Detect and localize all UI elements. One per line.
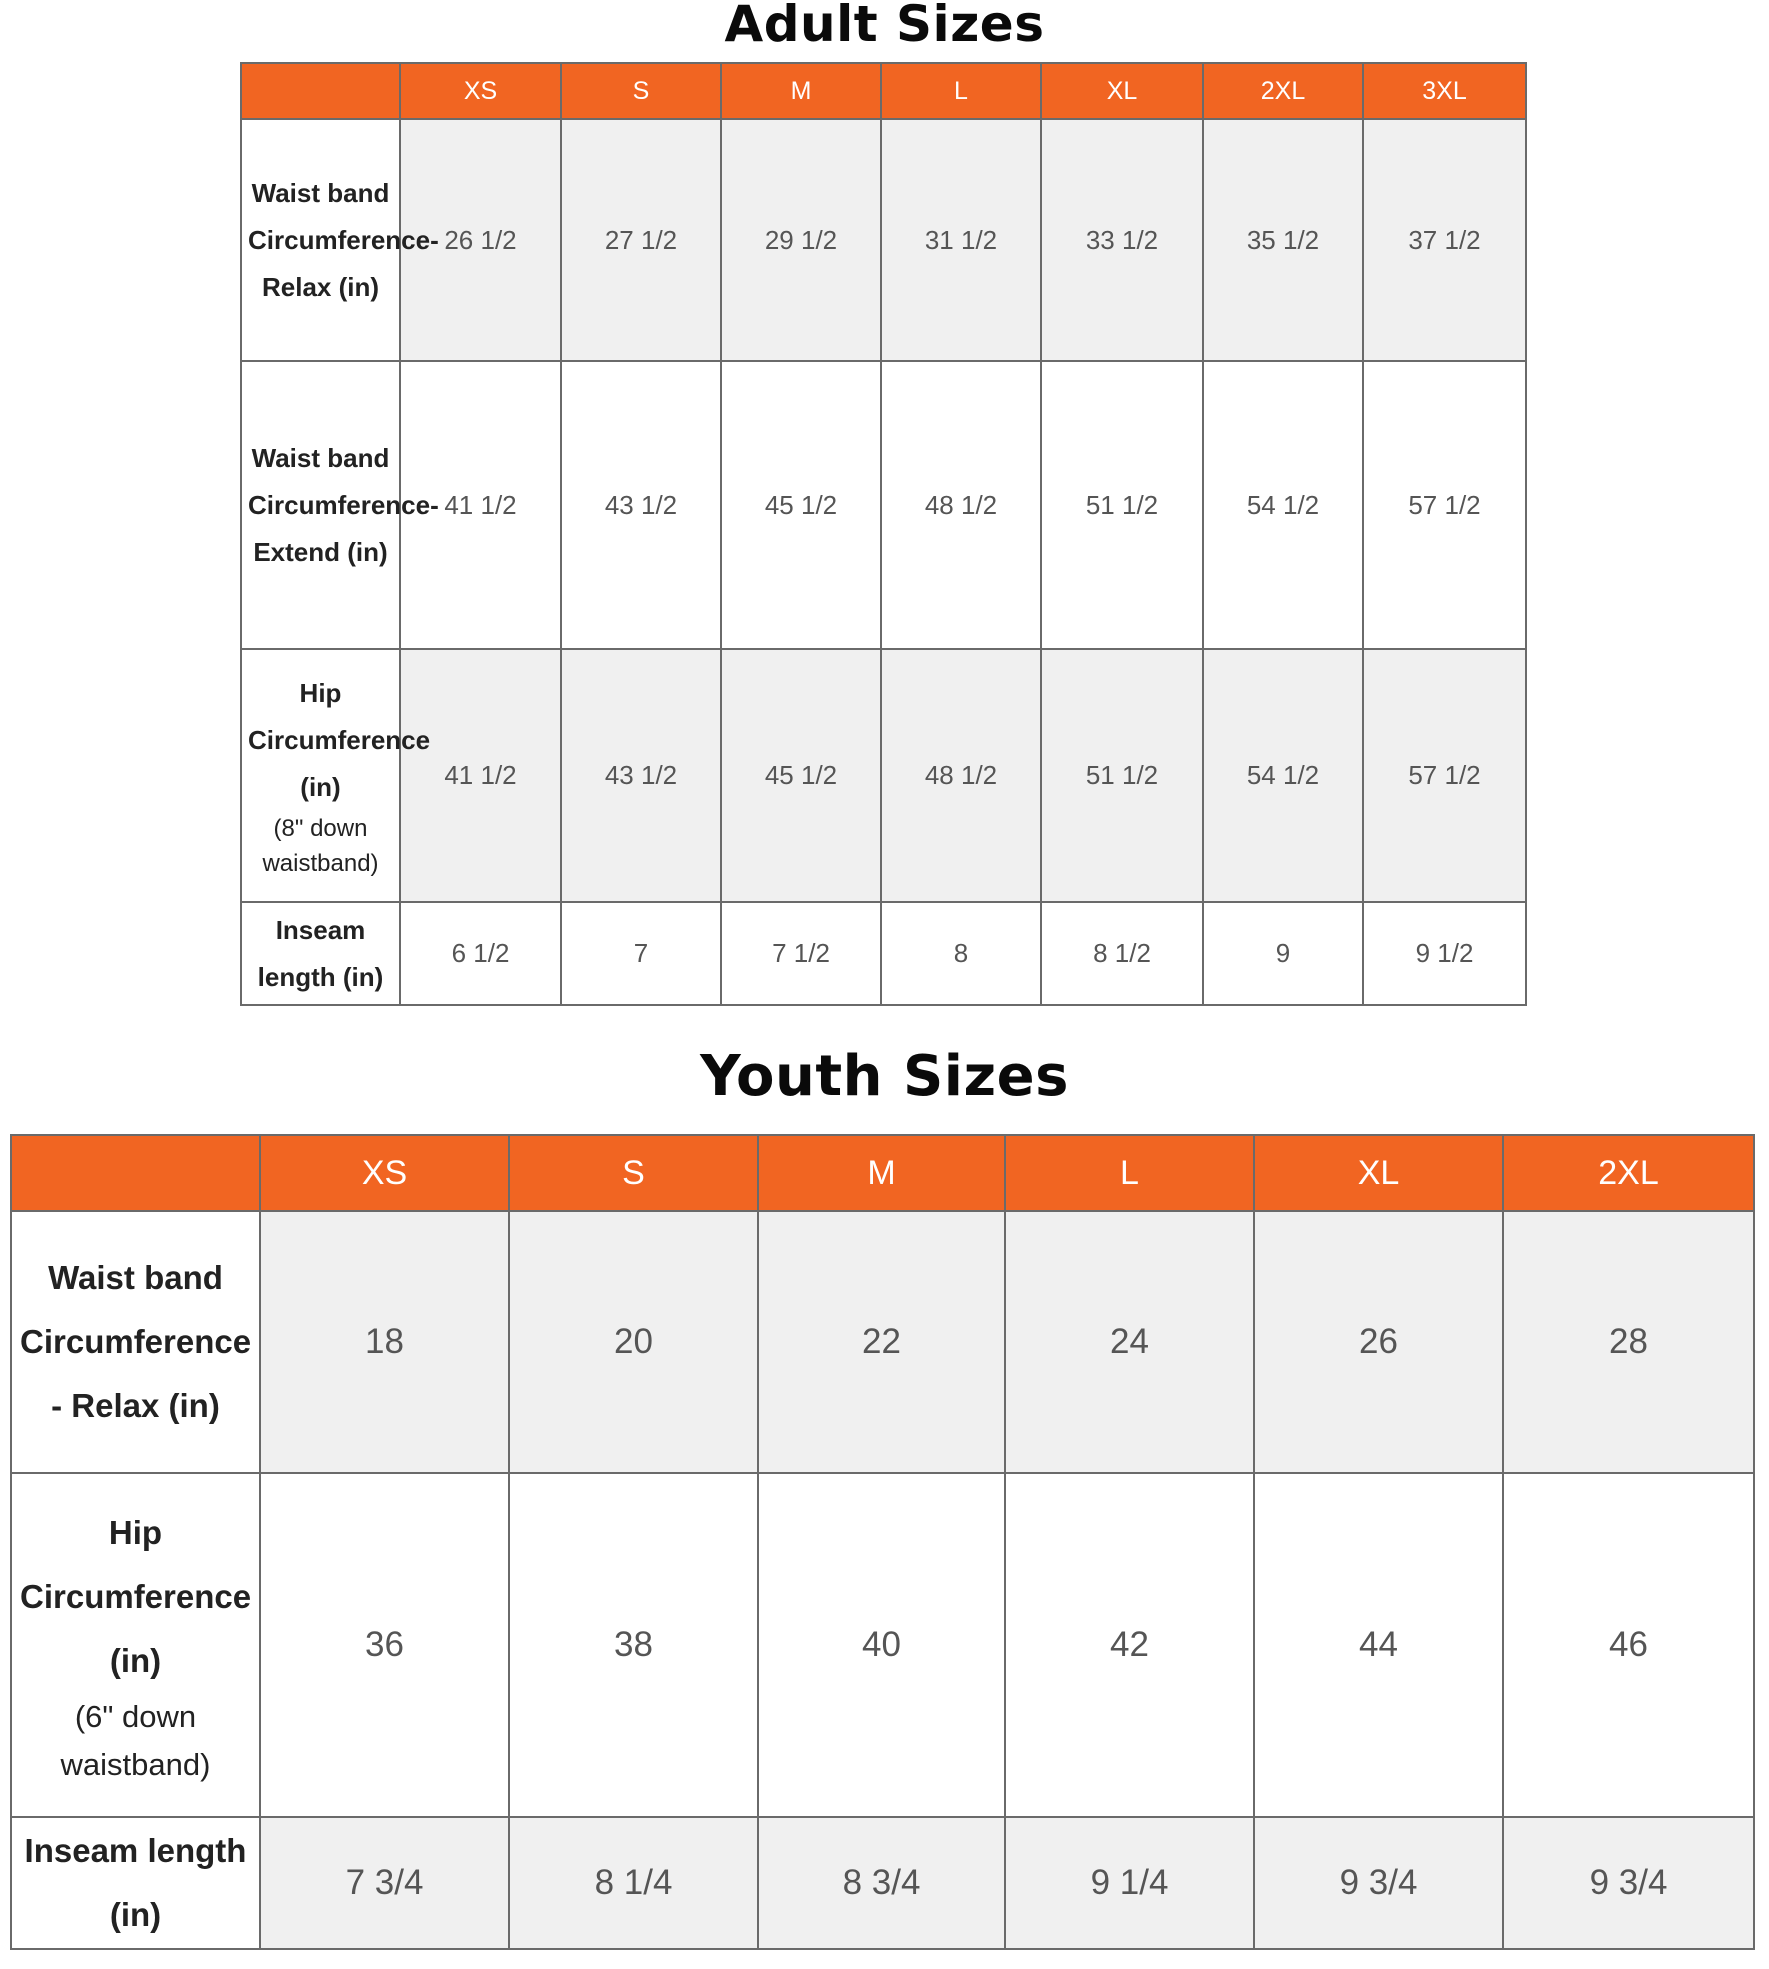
adult-row-hip <box>241 649 1526 902</box>
table-cell: 33 1/2 <box>1041 119 1203 361</box>
table-cell: 26 <box>1254 1211 1503 1473</box>
table-cell: 51 1/2 <box>1041 649 1203 902</box>
row-label-note: (8" down waistband) <box>262 815 379 877</box>
adult-size-s: S <box>561 63 721 119</box>
youth-header-corner <box>11 1135 260 1211</box>
table-cell: 57 1/2 <box>1363 361 1526 649</box>
table-cell: 54 1/2 <box>1203 649 1363 902</box>
table-cell: 8 1/2 <box>1041 902 1203 1005</box>
table-cell: 22 <box>758 1211 1005 1473</box>
table-cell: 8 1/4 <box>509 1817 758 1949</box>
adult-header-row <box>241 63 1526 119</box>
adult-row-waist-extend <box>241 361 1526 649</box>
table-cell: 44 <box>1254 1473 1503 1817</box>
table-cell: 48 1/2 <box>881 649 1041 902</box>
table-cell: 41 1/2 <box>400 649 561 902</box>
table-cell: 43 1/2 <box>561 361 721 649</box>
table-cell: 8 <box>881 902 1041 1005</box>
row-label-text: Inseam length (in) <box>257 914 384 992</box>
row-label-text: Waist band Circumference- Relax (in) <box>248 177 439 302</box>
table-cell: 28 <box>1503 1211 1754 1473</box>
youth-row-hip <box>11 1473 1754 1817</box>
table-cell: 26 1/2 <box>400 119 561 361</box>
table-cell: 37 1/2 <box>1363 119 1526 361</box>
adult-size-l: L <box>881 63 1041 119</box>
adult-size-3xl: 3XL <box>1363 63 1526 119</box>
table-cell: 38 <box>509 1473 758 1817</box>
adult-size-xl: XL <box>1041 63 1203 119</box>
table-cell: 42 <box>1005 1473 1254 1817</box>
table-cell: 45 1/2 <box>721 361 881 649</box>
adult-size-xs: XS <box>400 63 561 119</box>
table-cell: 9 <box>1203 902 1363 1005</box>
table-cell: 7 <box>561 902 721 1005</box>
adult-row-inseam <box>241 902 1526 1005</box>
adult-size-m: M <box>721 63 881 119</box>
row-label <box>11 1211 260 1473</box>
table-cell: 9 3/4 <box>1503 1817 1754 1949</box>
table-cell: 45 1/2 <box>721 649 881 902</box>
table-cell: 29 1/2 <box>721 119 881 361</box>
table-cell: 9 3/4 <box>1254 1817 1503 1949</box>
table-cell: 36 <box>260 1473 509 1817</box>
table-cell: 31 1/2 <box>881 119 1041 361</box>
row-label <box>241 649 431 902</box>
table-cell: 27 1/2 <box>561 119 721 361</box>
youth-size-table <box>10 1134 1755 1950</box>
table-cell: 20 <box>509 1211 758 1473</box>
table-cell: 18 <box>260 1211 509 1473</box>
table-cell: 41 1/2 <box>400 361 561 649</box>
youth-sizes-title: Youth Sizes <box>700 1044 1069 1109</box>
row-label-text: Inseam length (in) <box>24 1832 247 1933</box>
row-label-text: Hip Circumference (in) <box>20 1514 252 1679</box>
row-label-text: Waist band Circumference- Extend (in) <box>248 442 439 567</box>
row-label-text: Hip Circumference (in) <box>248 678 431 802</box>
table-cell: 9 1/4 <box>1005 1817 1254 1949</box>
table-cell: 9 1/2 <box>1363 902 1526 1005</box>
youth-header-row <box>11 1135 1754 1211</box>
table-cell: 43 1/2 <box>561 649 721 902</box>
row-label <box>241 361 439 649</box>
table-cell: 57 1/2 <box>1363 649 1526 902</box>
table-cell: 35 1/2 <box>1203 119 1363 361</box>
table-cell: 7 1/2 <box>721 902 881 1005</box>
youth-size-2xl: 2XL <box>1503 1135 1754 1211</box>
adult-size-table <box>240 62 1527 1006</box>
table-cell: 7 3/4 <box>260 1817 509 1949</box>
youth-size-s: S <box>509 1135 758 1211</box>
row-label <box>11 1817 260 1949</box>
table-cell: 24 <box>1005 1211 1254 1473</box>
table-cell: 46 <box>1503 1473 1754 1817</box>
table-cell: 54 1/2 <box>1203 361 1363 649</box>
table-cell: 6 1/2 <box>400 902 561 1005</box>
youth-size-l: L <box>1005 1135 1254 1211</box>
adult-header-corner <box>241 63 400 119</box>
youth-size-xs: XS <box>260 1135 509 1211</box>
table-cell: 51 1/2 <box>1041 361 1203 649</box>
youth-row-waist-relax <box>11 1211 1754 1473</box>
table-cell: 40 <box>758 1473 1005 1817</box>
youth-row-inseam <box>11 1817 1754 1949</box>
row-label-note: (6" down waistband) <box>60 1699 211 1782</box>
row-label-text: Waist band Circumference - Relax (in) <box>20 1259 252 1424</box>
youth-size-xl: XL <box>1254 1135 1503 1211</box>
row-label <box>11 1473 260 1817</box>
table-cell: 8 3/4 <box>758 1817 1005 1949</box>
adult-size-2xl: 2XL <box>1203 63 1363 119</box>
row-label <box>241 902 400 1005</box>
adult-row-waist-relax <box>241 119 1526 361</box>
table-cell: 48 1/2 <box>881 361 1041 649</box>
youth-size-m: M <box>758 1135 1005 1211</box>
row-label <box>241 119 439 361</box>
adult-sizes-title: Adult Sizes <box>724 0 1045 53</box>
